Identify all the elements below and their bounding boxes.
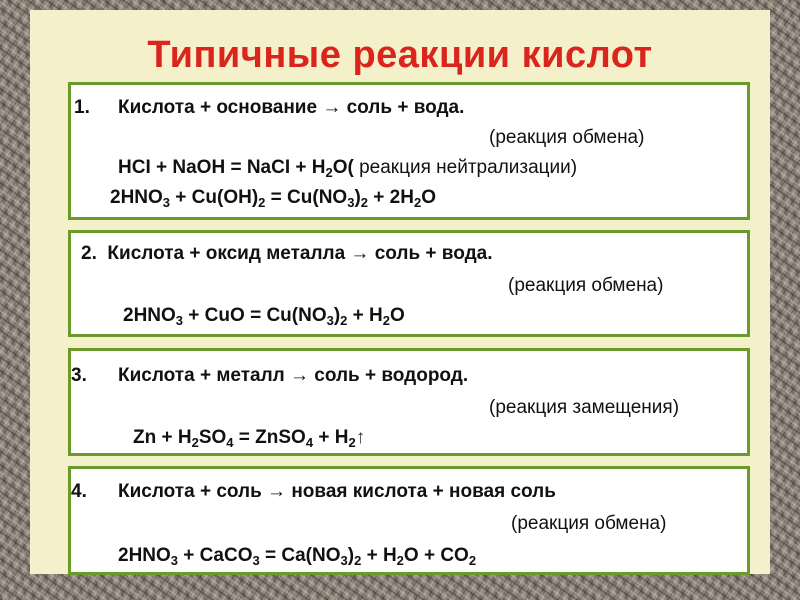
reaction-1-type: (реакция обмена) [489, 127, 645, 148]
reaction-2-type: (реакция обмена) [508, 275, 664, 296]
reaction-2-equation: $2HNO_3$ + CuO = $Cu(NO_3)_2 + H_2O$ [123, 305, 405, 328]
reaction-1-equation-2: $2HNO_3 + Cu(OH)_2 = Cu(NO_3)_2 + 2H_2O$ [110, 187, 436, 210]
gas-release-arrow-icon: ↑ [355, 427, 366, 448]
reaction-1-neutralization-note: реакция нейтрализации) [353, 157, 578, 178]
reaction-box-2 [68, 230, 750, 337]
reaction-4-heading: Кислота + соль → новая кислота + новая соль [118, 481, 556, 502]
reaction-2-heading: 2. Кислота + оксид металла → соль + вода. [81, 243, 493, 264]
reaction-3-number: 3. [71, 365, 87, 386]
reaction-box-4 [68, 466, 750, 575]
reaction-4-number: 4. [71, 481, 87, 502]
reaction-1-number: 1. [74, 97, 90, 118]
reaction-4-equation: $2HNO_3$ + CaCO$_3$ = $Ca(NO_3)_2 + H_2O + CO_2$ [118, 545, 477, 568]
reaction-3-heading: Кислота + металл → соль + водород. [118, 365, 469, 386]
reaction-3-type: (реакция замещения) [489, 397, 680, 418]
reaction-box-3 [68, 348, 750, 456]
reaction-1-heading: Кислота + основание → соль + вода. [118, 97, 465, 118]
reaction-3-equation: $Zn + H_2SO_4$ = ZnSO$_4$ + $H_2↑$ [133, 427, 366, 450]
reaction-box-1 [68, 82, 750, 220]
reaction-1-equation-1: HCI + NaOH = NaCI + $H_2O$( реакция нейтрализации) [118, 157, 578, 180]
slide-title: Типичные реакции кислот [147, 34, 653, 76]
reaction-4-type: (реакция обмена) [511, 513, 667, 534]
